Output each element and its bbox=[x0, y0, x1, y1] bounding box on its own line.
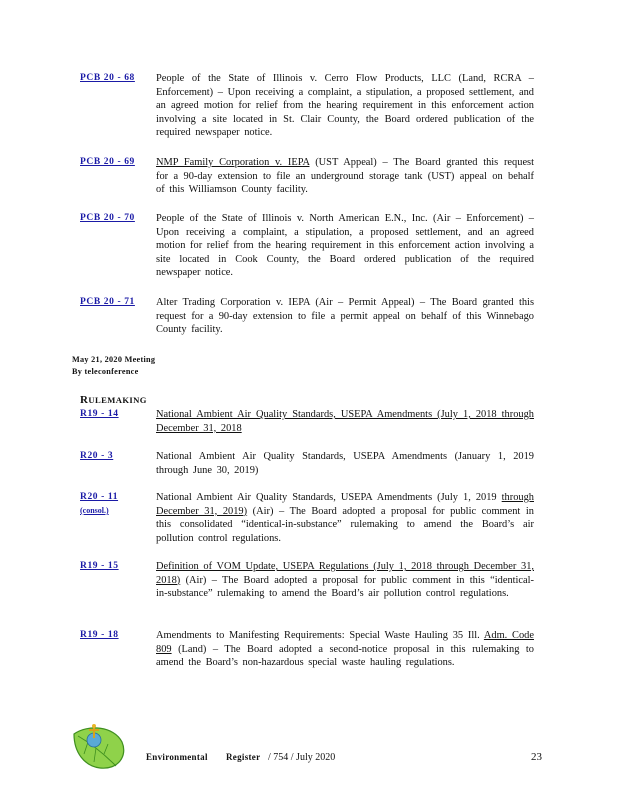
entry-text: People of the State of Illinois v. North American E.N., Inc. (Air – Enforcement) – Upon receiving a complaint, a stipulation, a proposed settlement, and an agreed motion for relief from the hearing requirement in this enforcement action involving a site located in Cook County, the Board ordered publication of the required newspaper notice. bbox=[156, 213, 534, 279]
docket-link[interactable]: PCB 20 - 70 bbox=[80, 213, 135, 223]
case-title: Adm. Code 809 bbox=[156, 630, 534, 655]
docket-link[interactable]: R19 - 15 bbox=[80, 561, 119, 571]
entry-summary: (Air) – The Board adopted a proposal for public comment in this “identical-in-substance” rulemaking to amend the Board’s air pollution control regulations. bbox=[156, 574, 534, 600]
docket-link[interactable] bbox=[80, 491, 152, 517]
docket-link[interactable]: PCB 20 - 69 bbox=[80, 157, 135, 167]
page-footer bbox=[0, 722, 618, 782]
docket-link[interactable]: R20 - 3 bbox=[80, 451, 114, 461]
entry-text bbox=[156, 408, 534, 435]
docket-number: R20 - 11 bbox=[80, 492, 119, 502]
entry-text bbox=[156, 491, 534, 545]
entry-text bbox=[156, 560, 534, 601]
entry-summary: (UST Appeal) – The Board granted this request for a 90-day extension to file an underground storage tank (UST) appeal on behalf of this Williamson County facility. bbox=[156, 157, 534, 196]
section-title: ULEMAKING bbox=[88, 395, 147, 405]
docket-link[interactable]: PCB 20 - 68 bbox=[80, 73, 135, 83]
meeting-location: By teleconference bbox=[72, 367, 139, 376]
case-title-start: Amendments to Manifesting Requirements: Special Waste Hauling 35 Ill. bbox=[156, 630, 484, 641]
docket-link[interactable]: R19 - 14 bbox=[80, 409, 119, 419]
footer-publication: Environmental bbox=[146, 752, 208, 762]
case-title-start: National Ambient Air Quality Standards, USEPA Amendments (July 1, 2019 bbox=[156, 492, 502, 503]
case-title: National Ambient Air Quality Standards, USEPA Amendments (July 1, 2018 through December 31, 2018 bbox=[156, 409, 534, 434]
entry-text bbox=[156, 156, 534, 197]
docket-consolidated: (consol.) bbox=[80, 506, 109, 515]
footer-issue: / 754 / July 2020 bbox=[268, 752, 336, 763]
section-heading bbox=[80, 394, 147, 406]
entry-text bbox=[156, 629, 534, 670]
entry-text: National Ambient Air Quality Standards, USEPA Amendments (January 1, 2019 through June 30, 2019) bbox=[156, 451, 534, 476]
case-title: Definition of VOM Update, USEPA Regulations (July 1, 2018 through December 31, 2018) bbox=[156, 561, 534, 586]
docket-link[interactable]: PCB 20 - 71 bbox=[80, 297, 135, 307]
case-title: NMP Family Corporation v. IEPA bbox=[156, 157, 310, 168]
leaf-logo-icon bbox=[70, 722, 128, 772]
entry-text: Alter Trading Corporation v. IEPA (Air – Permit Appeal) – The Board granted this request for a 90-day extension to file a permit appeal on behalf of this Winnebago County facility. bbox=[156, 297, 534, 336]
entry-text: People of the State of Illinois v. Cerro Flow Products, LLC (Land, RCRA – Enforcement) – Upon receiving a complaint, a stipulation, a proposed settlement, and an agreed motion for relief from the hearing requirement in this enforcement action involving a site located in St. Clair County, the Board ordered publication of the required newspaper notice. bbox=[156, 73, 534, 139]
meeting-heading bbox=[72, 354, 155, 378]
meeting-date: May 21, 2020 Meeting bbox=[72, 355, 156, 364]
entry-summary: (Land) – The Board adopted a second-notice proposal in this rulemaking to amend the Board’s non-hazardous special waste hauling regulations. bbox=[156, 643, 534, 669]
section-initial: R bbox=[80, 394, 89, 406]
case-title: through December 31, 2019) bbox=[156, 492, 534, 517]
footer-register: Register bbox=[226, 752, 261, 762]
docket-link[interactable]: R19 - 18 bbox=[80, 630, 119, 640]
page-number: 23 bbox=[531, 751, 542, 763]
entry-summary: (Air) – The Board adopted a proposal for public comment in this consolidated “identical-in-substance” rulemaking to amend the Board’s air pollution control regulations. bbox=[156, 505, 534, 544]
